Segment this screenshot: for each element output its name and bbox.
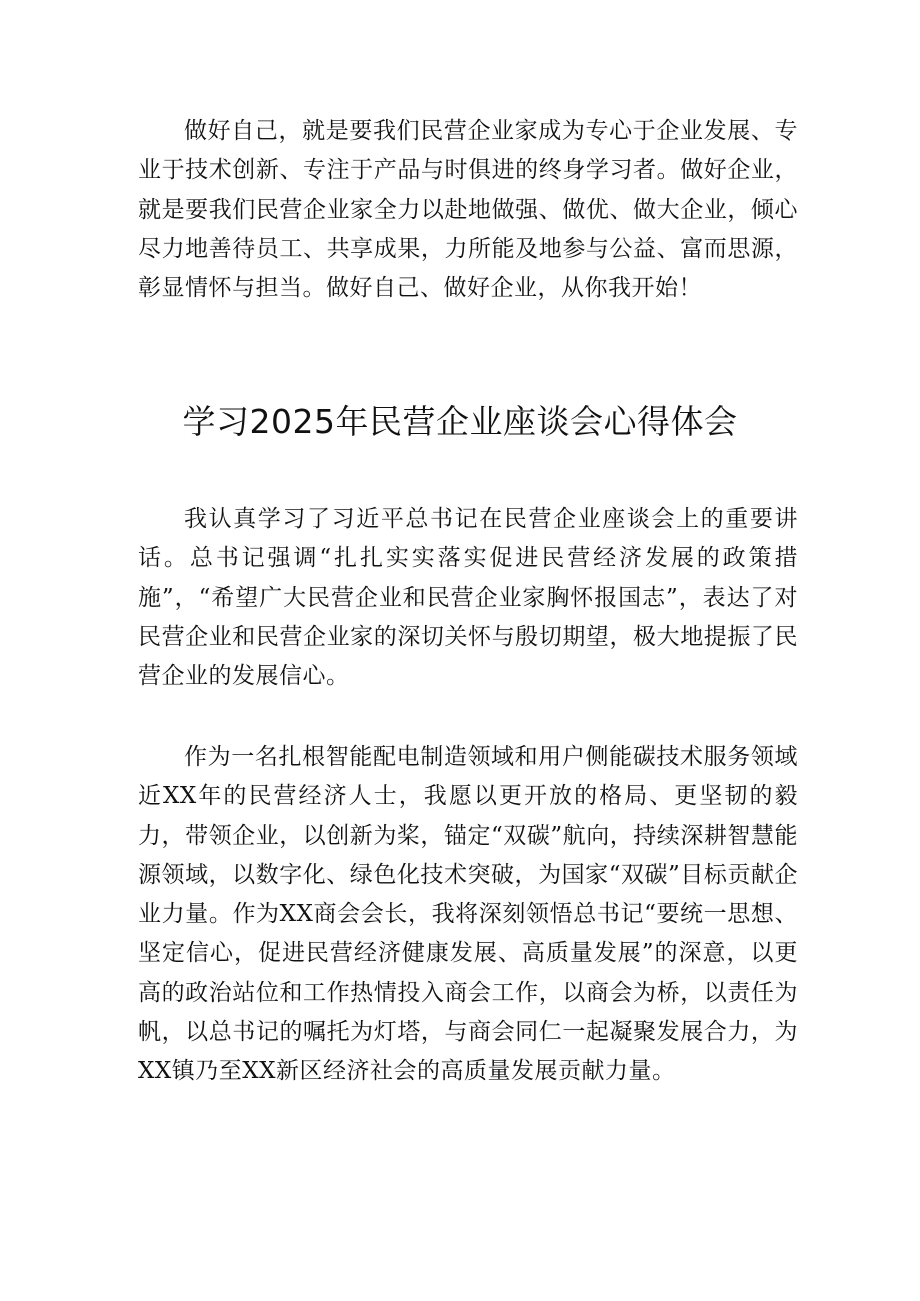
intro-paragraph: 做好自己，就是要我们民营企业家成为专心于企业发展、专业于技术创新、专注于产品与时俱进的终身学习者。做好企业，就是要我们民营企业家全力以赴地做强、做优、做大企业，倾心尽力地善待员工、共享成果，力所能及地参与公益、富而思源，彰显情怀与担当。做好自己、做好企业，从你我开始！ [138,118,798,302]
body-paragraph-1: 我认真学习了习近平总书记在民营企业座谈会上的重要讲话。总书记强调“扎扎实实落实促进民营经济发展的政策措施”，“希望广大民营企业和民营企业家胸怀报国志”，表达了对民营企业和民营企业家的深切关怀与殷切期望，极大地提振了民营企业的发展信心。 [138,506,798,690]
document-title: 学习2025年民营企业座谈会心得体会 [182,402,738,441]
body-paragraph-2: 作为一名扎根智能配电制造领域和用户侧能碳技术服务领域近XX年的民营经济人士，我愿以更开放的格局、更坚韧的毅力，带领企业，以创新为桨，锚定“双碳”航向，持续深耕智慧能源领域，以数字化、绿色化技术突破，为国家“双碳”目标贡献企业力量。作为XX商会会长，我将深刻领悟总书记“要统一思想、坚定信心，促进民营经济健康发展、高质量发展”的深意，以更高的政治站位和工作热情投入商会工作，以商会为桥，以责任为帆，以总书记的嘱托为灯塔，与商会同仁一起凝聚发展合力，为XX镇乃至XX新区经济社会的高质量发展贡献力量。 [138,744,798,1085]
